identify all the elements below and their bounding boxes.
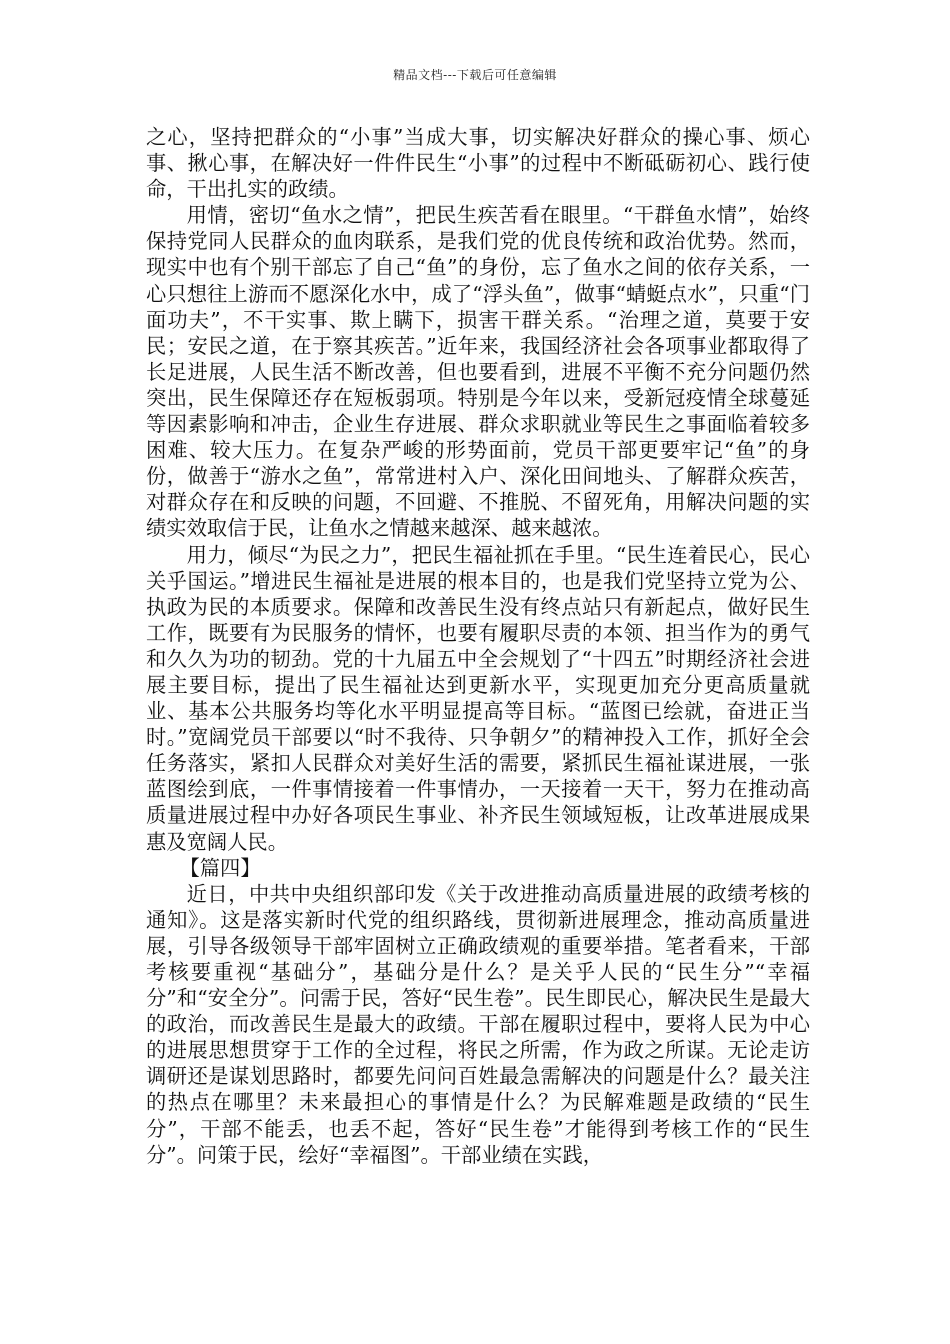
document-body xyxy=(146,124,810,1168)
paragraph-section-four: 近日，中共中央组织部印发《关于改进推动高质量进展的政绩考核的通知》。这是落实新时代党的组织路线，贯彻新进展理念，推动高质量进展，引导各级领导干部牢固树立正确政绩观的重要举措。笔者看来，干部考核要重视“基础分”，基础分是什么？是关乎人民的“民生分”“幸福分”和“安全分”。问需于民，答好“民生卷”。民生即民心，解决民生是最大的政治，而改善民生是最大的政绩。干部在履职过程中，要将人民为中心的进展思想贯穿于工作的全过程，将民之所需，作为政之所谋。无论走访调研还是谋划思路时，都要先问问百姓最急需解决的问题是什么？最关注的热点在哪里？未来最担心的事情是什么？为民解难题是政绩的“民生分”，干部不能丢，也丢不起，答好“民生卷”才能得到考核工作的“民生分”。问策于民，绘好“幸福图”。干部业绩在实践， xyxy=(146,881,810,1167)
section-title: 【篇四】 xyxy=(179,855,261,880)
paragraph-continued: 之心，坚持把群众的“小事”当成大事，切实解决好群众的操心事、烦心事、揪心事，在解决好一件件民生“小事”的过程中不断砥砺初心、践行使命，干出扎实的政绩。 xyxy=(146,125,810,202)
paragraph-yongli: 用力，倾尽“为民之力”，把民生福祉抓在手里。“民生连着民心，民心关乎国运。”增进民生福祉是进展的根本目的，也是我们党坚持立党为公、执政为民的本质要求。保障和改善民生没有终点站只有新起点，做好民生工作，既要有为民服务的情怀，也要有履职尽责的本领、担当作为的勇气和久久为功的韧劲。党的十九届五中全会规划了“十四五”时期经济社会进展主要目标，提出了民生福祉达到更新水平，实现更加充分更高质量就业、基本公共服务均等化水平明显提高等目标。“蓝图已绘就，奋进正当时。”宽阔党员干部要以“时不我待、只争朝夕”的精神投入工作，抓好全会任务落实，紧扣人民群众对美好生活的需要，紧抓民生福祉谋进展，一张蓝图绘到底，一件事情接着一件事情办，一天接着一天干，努力在推动高质量进展过程中办好各项民生事业、补齐民生领域短板，让改革进展成果惠及宽阔人民。 xyxy=(146,542,810,854)
paragraph-yongqing: 用情，密切“鱼水之情”，把民生疾苦看在眼里。“干群鱼水情”，始终保持党同人民群众的血肉联系，是我们党的优良传统和政治优势。然而，现实中也有个别干部忘了自己“鱼”的身份，忘了鱼水之间的依存关系，一心只想往上游而不愿深化水中，成了“浮头鱼”，做事“蜻蜓点水”，只重“门面功夫”，不干实事、欺上瞒下，损害干群关系。“治理之道，莫要于安民；安民之道，在于察其疾苦。”近年来，我国经济社会各项事业都取得了长足进展，人民生活不断改善，但也要看到，进展不平衡不充分问题仍然突出，民生保障还存在短板弱项。特别是今年以来，受新冠疫情全球蔓延等因素影响和冲击，企业生存进展、群众求职就业等民生之事面临着较多困难、较大压力。在复杂严峻的形势面前，党员干部更要牢记“鱼”的身份，做善于“游水之鱼”，常常进村入户、深化田间地头、了解群众疾苦，对群众存在和反映的问题，不回避、不推脱、不留死角，用解决问题的实绩实效取信于民，让鱼水之情越来越深、越来越浓。 xyxy=(146,203,810,541)
page-header: 精品文档---下载后可任意编辑 xyxy=(393,68,557,82)
